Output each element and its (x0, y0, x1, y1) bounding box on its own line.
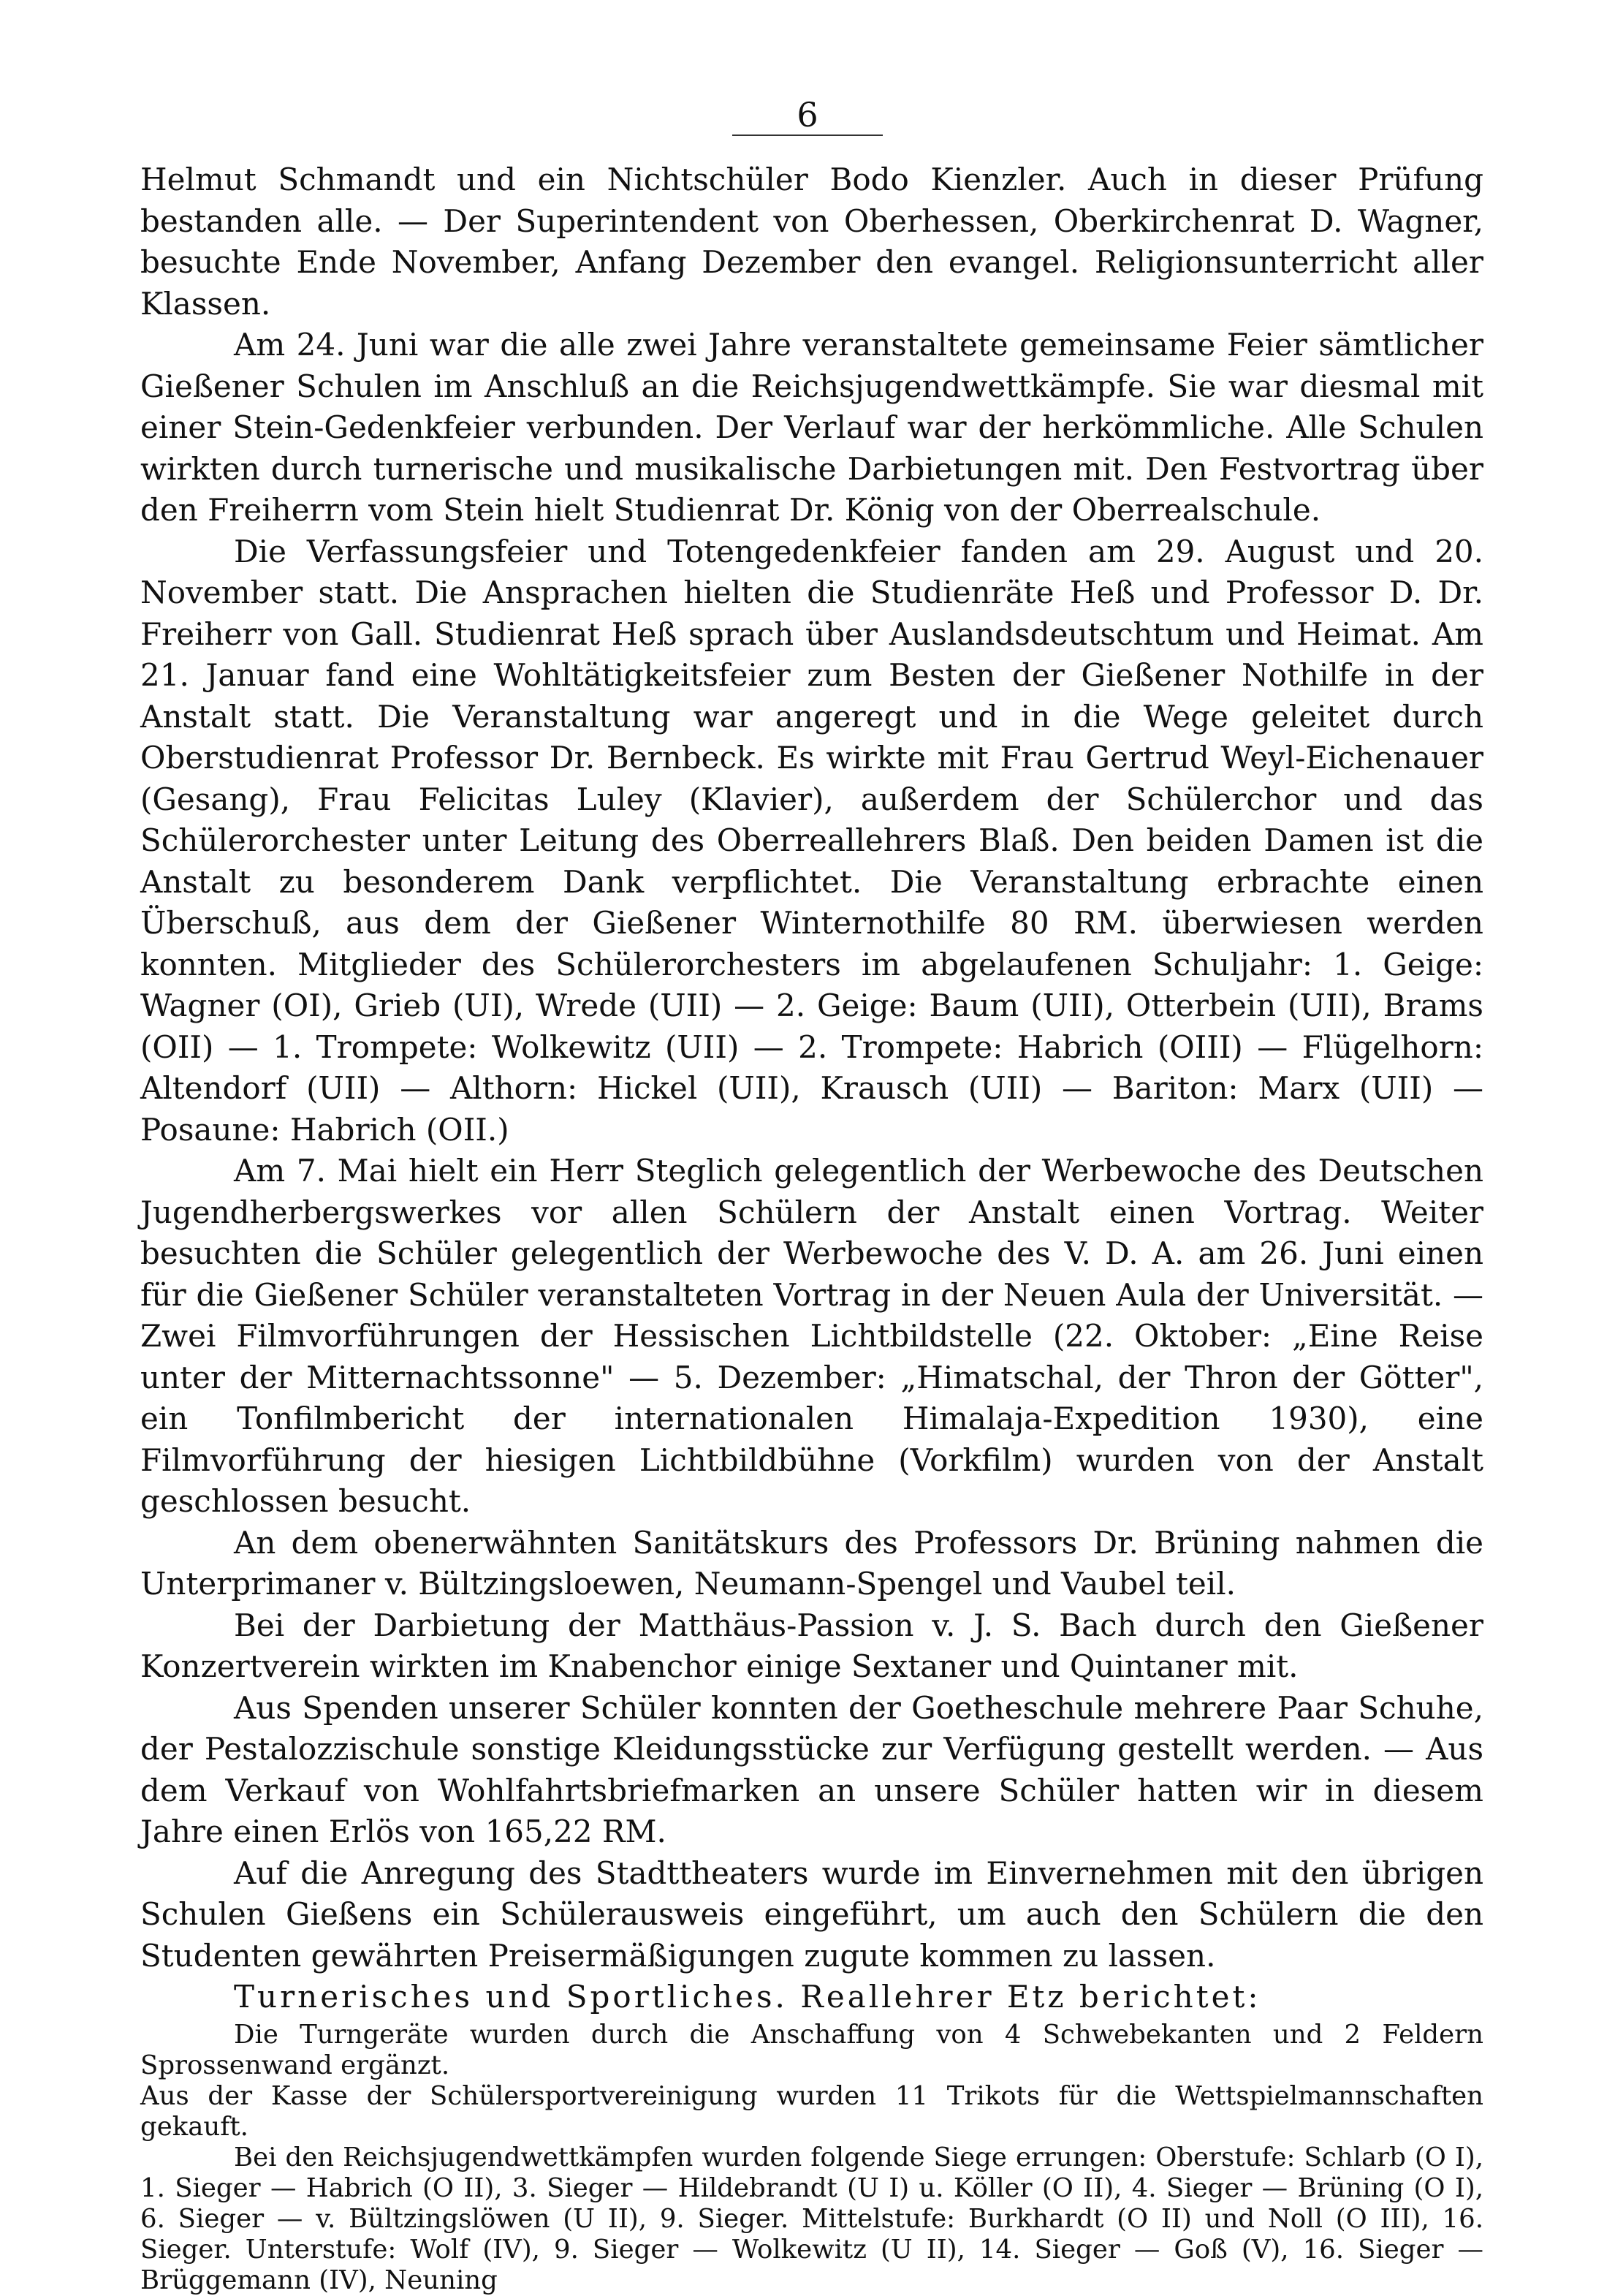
paragraph-1: Helmut Schmandt und ein Nichtschüler Bodo Kienzler. Auch in dieser Prüfung bestanden alle. — Der Superintendent von Oberhessen, Oberkirchenrat D. Wagner, besuchte Ende November, Anfang Dezember den evangel. Religionsunterricht aller Klassen. (140, 162, 1483, 322)
paragraph-5: An dem obenerwähnten Sanitätskurs des Professors Dr. Brüning nahmen die Unterprimaner v. Bültzingsloewen, Neumann-Spengel und Vaubel teil. (140, 1524, 1483, 1602)
sports-line-3: Bei den Reichsjugendwettkämpfen wurden folgende Siege errungen: Oberstufe: Schlarb (O I), 1. Sieger — Habrich (O II), 3. Sieger — Hildebrandt (U I) u. Köller (O II), 4. Sieger — Brüning (O I), 6. Sieger — v. Bültzingslöwen (U II), 9. Sieger. Mittelstufe: Burkhardt (O II) und Noll (O III), 16. Sieger. Unterstufe: Wolf (IV), 9. Sieger — Wolkewitz (U II), 14. Sieger — Goß (V), 16. Sieger — Brüggemann (IV), Neuning (140, 2142, 1483, 2295)
paragraph-8: Auf die Anregung des Stadttheaters wurde im Einvernehmen mit den übrigen Schulen Gießens ein Schülerausweis eingeführt, um auch den Schülern die den Studenten gewährten Preisermäßigungen zugute kommen zu lassen. (140, 1854, 1483, 1974)
body-text (140, 159, 1483, 2296)
header-rule (732, 134, 883, 136)
paragraph-6: Bei der Darbietung der Matthäus-Passion v. J. S. Bach durch den Gießener Konzertverein wirkten im Knabenchor einige Sextaner und Quintaner mit. (140, 1607, 1483, 1684)
sports-line-2: Aus der Kasse der Schülersportvereinigung wurden 11 Trikots für die Wettspielmannschaften gekauft. (140, 2080, 1483, 2142)
paragraph-3: Die Verfassungsfeier und Totengedenkfeier fanden am 29. August und 20. November statt. Die Ansprachen hielten die Studienräte Heß und Professor D. Dr. Freiherr von Gall. Studienrat Heß sprach über Auslandsdeutschtum und Heimat. Am 21. Januar fand eine Wohltätigkeitsfeier zum Besten der Gießener Nothilfe in der Anstalt statt. Die Veranstaltung war angeregt und in die Wege geleitet durch Oberstudienrat Professor Dr. Bernbeck. Es wirkte mit Frau Gertrud Weyl-Eichenauer (Gesang), Frau Felicitas Luley (Klavier), außerdem der Schülerchor und das Schülerorchester unter Leitung des Oberreallehrers Blaß. Den beiden Damen ist die Anstalt zu besonderem Dank verpflichtet. Die Veranstaltung erbrachte einen Überschuß, aus dem der Gießener Winternothilfe 80 RM. überwiesen werden konnten. Mitglieder des Schülerorchesters im abgelaufenen Schuljahr: 1. Geige: Wagner (OI), Grieb (UI), Wrede (UII) — 2. Geige: Baum (UII), Otterbein (UII), Brams (OII) — 1. Trompete: Wolkewitz (UII) — 2. Trompete: Habrich (OIII) — Flügelhorn: Altendorf (UII) — Althorn: Hickel (UII), Krausch (UII) — Bariton: Marx (UII) — Posaune: Habrich (OII.) (140, 533, 1483, 1148)
sports-line-1: Die Turngeräte wurden durch die Anschaffung von 4 Schwebekanten und 2 Feldern Sprossenwand ergänzt. (140, 2019, 1483, 2080)
sports-report (140, 2020, 1483, 2296)
paragraph-2: Am 24. Juni war die alle zwei Jahre veranstaltete gemeinsame Feier sämtlicher Gießener Schulen im Anschluß an die Reichsjugendwettkämpfe. Sie war diesmal mit einer Stein-Gedenkfeier verbunden. Der Verlauf war der herkömmliche. Alle Schulen wirkten durch turnerische und musikalische Darbietungen mit. Den Festvortrag über den Freiherrn vom Stein hielt Studienrat Dr. König von der Oberrealschule. (140, 327, 1483, 528)
paragraph-7: Aus Spenden unserer Schüler konnten der Goetheschule mehrere Paar Schuhe, der Pestalozzischule sonstige Kleidungsstücke zur Verfügung gestellt werden. — Aus dem Verkauf von Wohlfahrtsbriefmarken an unsere Schüler hatten wir in diesem Jahre einen Erlös von 165,22 RM. (140, 1689, 1483, 1849)
paragraph-4: Am 7. Mai hielt ein Herr Steglich gelegentlich der Werbewoche des Deutschen Jugendherbergswerkes vor allen Schülern der Anstalt einen Vortrag. Weiter besuchten die Schüler gelegentlich der Werbewoche des V. D. A. am 26. Juni einen für die Gießener Schüler veranstalteten Vortrag in der Neuen Aula der Universität. — Zwei Filmvorführungen der Hessischen Lichtbildstelle (22. Oktober: „Eine Reise unter der Mitternachtssonne" — 5. Dezember: „Himatschal, der Thron der Götter", ein Tonfilmbericht der internationalen Himalaja-Expedition 1930), eine Filmvorführung der hiesigen Lichtbildbühne (Vorkfilm) wurden von der Anstalt geschlossen besucht. (140, 1153, 1483, 1519)
page-number: 6 (797, 95, 818, 134)
sports-heading: Turnerisches und Sportliches. Reallehrer Etz berichtet: (234, 1979, 1261, 2015)
